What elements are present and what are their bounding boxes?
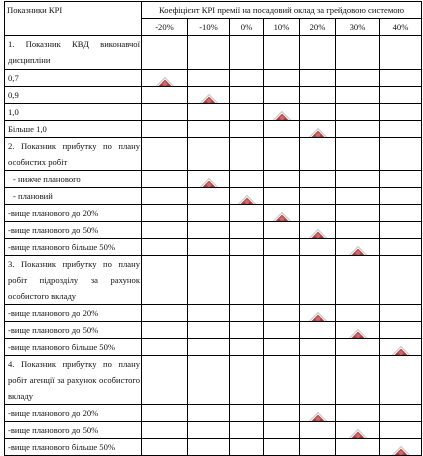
value-cell [336, 70, 380, 87]
value-cell [300, 322, 336, 339]
diamond-marker-icon [350, 330, 366, 338]
value-cell [142, 70, 188, 87]
value-cell [380, 205, 422, 222]
row-label: 0,9 [5, 87, 142, 104]
section-row [5, 356, 422, 405]
value-cell [380, 305, 422, 322]
value-cell [230, 138, 264, 171]
value-cell [380, 356, 422, 405]
value-cell [188, 188, 230, 205]
value-cell [188, 439, 230, 456]
value-cell [336, 239, 380, 256]
diamond-marker-icon [350, 430, 366, 438]
table-row [5, 188, 422, 205]
value-cell [336, 138, 380, 171]
table-header [5, 2, 422, 36]
section-title: 4. Показник прибутку по плану робіт агенції за рахунок особистого вкладу [5, 356, 142, 405]
value-cell [230, 305, 264, 322]
diamond-marker-icon [310, 313, 326, 321]
value-cell [230, 405, 264, 422]
value-cell [230, 322, 264, 339]
diamond-marker-icon [274, 213, 290, 221]
value-cell [300, 305, 336, 322]
value-cell [300, 36, 336, 70]
value-cell [264, 405, 300, 422]
value-cell [380, 36, 422, 70]
value-cell [336, 121, 380, 138]
value-cell [336, 439, 380, 456]
value-cell [380, 121, 422, 138]
table-row [5, 222, 422, 239]
diamond-marker-icon [274, 112, 290, 120]
value-cell [300, 256, 336, 305]
value-cell [380, 222, 422, 239]
value-cell [188, 171, 230, 188]
value-cell [264, 188, 300, 205]
value-cell [188, 305, 230, 322]
table-row [5, 87, 422, 104]
diamond-marker-icon [157, 78, 173, 86]
value-cell [336, 188, 380, 205]
table-row [5, 205, 422, 222]
table-row [5, 121, 422, 138]
value-cell [264, 305, 300, 322]
value-cell [142, 405, 188, 422]
value-cell [380, 188, 422, 205]
row-label: - плановий [5, 188, 142, 205]
value-cell [300, 205, 336, 222]
diamond-marker-icon [310, 413, 326, 421]
value-cell [264, 70, 300, 87]
value-cell [264, 121, 300, 138]
value-cell [336, 305, 380, 322]
value-cell [300, 104, 336, 121]
value-cell [188, 239, 230, 256]
diamond-marker-icon [239, 196, 255, 204]
value-cell [264, 322, 300, 339]
section-row [5, 138, 422, 171]
row-label: -вище планового до 50% [5, 322, 142, 339]
value-cell [336, 205, 380, 222]
value-cell [230, 356, 264, 405]
value-cell [142, 171, 188, 188]
value-cell [142, 256, 188, 305]
value-cell [300, 405, 336, 422]
diamond-marker-icon [350, 247, 366, 255]
value-cell [380, 439, 422, 456]
value-cell [188, 87, 230, 104]
row-label: -вище планового до 20% [5, 405, 142, 422]
row-label: -вище планового більше 50% [5, 439, 142, 456]
diamond-marker-icon [201, 95, 217, 103]
value-cell [230, 205, 264, 222]
value-cell [336, 339, 380, 356]
value-cell [380, 322, 422, 339]
value-cell [380, 104, 422, 121]
table-body [5, 36, 422, 456]
value-cell [188, 339, 230, 356]
value-cell [230, 239, 264, 256]
value-cell [188, 121, 230, 138]
value-cell [380, 422, 422, 439]
header-label: Показники КРІ [5, 2, 142, 36]
table-row [5, 70, 422, 87]
value-cell [264, 104, 300, 121]
value-cell [380, 171, 422, 188]
value-cell [336, 36, 380, 70]
value-cell [300, 239, 336, 256]
column-header: 20% [300, 19, 336, 36]
row-label: -вище планового до 20% [5, 205, 142, 222]
section-title: 3. Показник прибутку по плану робіт підрозділу за рахунок особистого вкладу [5, 256, 142, 305]
header-title: Коефіцієнт КРІ премії на посадовий оклад за грейдовою системою [142, 2, 422, 19]
value-cell [264, 239, 300, 256]
value-cell [142, 104, 188, 121]
table-row [5, 171, 422, 188]
value-cell [336, 422, 380, 439]
value-cell [230, 171, 264, 188]
value-cell [230, 339, 264, 356]
value-cell [264, 339, 300, 356]
value-cell [300, 138, 336, 171]
value-cell [230, 104, 264, 121]
value-cell [142, 138, 188, 171]
value-cell [336, 171, 380, 188]
value-cell [300, 222, 336, 239]
value-cell [142, 36, 188, 70]
value-cell [300, 439, 336, 456]
value-cell [230, 422, 264, 439]
value-cell [380, 87, 422, 104]
table-row [5, 305, 422, 322]
value-cell [336, 87, 380, 104]
value-cell [142, 322, 188, 339]
row-label: -вище планового до 50% [5, 222, 142, 239]
value-cell [300, 171, 336, 188]
value-cell [336, 405, 380, 422]
diamond-marker-icon [310, 230, 326, 238]
value-cell [336, 222, 380, 239]
row-label: -вище планового більше 50% [5, 239, 142, 256]
value-cell [188, 356, 230, 405]
value-cell [188, 36, 230, 70]
kpi-table [4, 1, 422, 456]
value-cell [230, 121, 264, 138]
value-cell [142, 356, 188, 405]
value-cell [142, 239, 188, 256]
table-row [5, 104, 422, 121]
value-cell [230, 439, 264, 456]
row-label: -вище планового більше 50% [5, 339, 142, 356]
row-label: -вище планового до 50% [5, 422, 142, 439]
value-cell [264, 356, 300, 405]
value-cell [264, 36, 300, 70]
value-cell [264, 171, 300, 188]
value-cell [188, 70, 230, 87]
column-header: 0% [230, 19, 264, 36]
diamond-marker-icon [201, 179, 217, 187]
value-cell [380, 70, 422, 87]
row-label: - нижче планового [5, 171, 142, 188]
value-cell [142, 439, 188, 456]
value-cell [300, 356, 336, 405]
section-row [5, 36, 422, 70]
value-cell [264, 422, 300, 439]
value-cell [300, 339, 336, 356]
value-cell [230, 222, 264, 239]
value-cell [142, 121, 188, 138]
value-cell [300, 422, 336, 439]
value-cell [264, 87, 300, 104]
column-header: -20% [142, 19, 188, 36]
value-cell [188, 222, 230, 239]
value-cell [264, 222, 300, 239]
row-label: 1,0 [5, 104, 142, 121]
value-cell [300, 70, 336, 87]
value-cell [264, 205, 300, 222]
table-row [5, 405, 422, 422]
row-label: -вище планового до 20% [5, 305, 142, 322]
value-cell [336, 256, 380, 305]
value-cell [142, 422, 188, 439]
value-cell [300, 87, 336, 104]
column-header: -10% [188, 19, 230, 36]
value-cell [142, 339, 188, 356]
value-cell [188, 405, 230, 422]
column-header: 30% [336, 19, 380, 36]
value-cell [300, 121, 336, 138]
value-cell [380, 256, 422, 305]
value-cell [300, 188, 336, 205]
value-cell [188, 322, 230, 339]
value-cell [264, 256, 300, 305]
row-label: Більше 1,0 [5, 121, 142, 138]
section-title: 2. Показник прибутку по плану особистих робіт [5, 138, 142, 171]
value-cell [188, 104, 230, 121]
value-cell [230, 256, 264, 305]
column-header: 10% [264, 19, 300, 36]
value-cell [188, 138, 230, 171]
table-row [5, 239, 422, 256]
diamond-marker-icon [393, 447, 409, 455]
value-cell [336, 356, 380, 405]
value-cell [142, 305, 188, 322]
value-cell [380, 339, 422, 356]
value-cell [188, 205, 230, 222]
value-cell [380, 138, 422, 171]
value-cell [264, 138, 300, 171]
value-cell [230, 70, 264, 87]
value-cell [230, 188, 264, 205]
table-row [5, 339, 422, 356]
section-title: 1. Показник КВД виконавчої дисципліни [5, 36, 142, 70]
value-cell [188, 256, 230, 305]
value-cell [142, 205, 188, 222]
table-row [5, 322, 422, 339]
value-cell [230, 36, 264, 70]
value-cell [142, 222, 188, 239]
value-cell [336, 322, 380, 339]
value-cell [380, 239, 422, 256]
value-cell [264, 439, 300, 456]
row-label: 0,7 [5, 70, 142, 87]
value-cell [142, 188, 188, 205]
table-row [5, 439, 422, 456]
section-row [5, 256, 422, 305]
diamond-marker-icon [310, 129, 326, 137]
table-row [5, 422, 422, 439]
diamond-marker-icon [393, 347, 409, 355]
value-cell [380, 405, 422, 422]
value-cell [142, 87, 188, 104]
value-cell [188, 422, 230, 439]
value-cell [336, 104, 380, 121]
value-cell [230, 87, 264, 104]
column-header: 40% [380, 19, 422, 36]
